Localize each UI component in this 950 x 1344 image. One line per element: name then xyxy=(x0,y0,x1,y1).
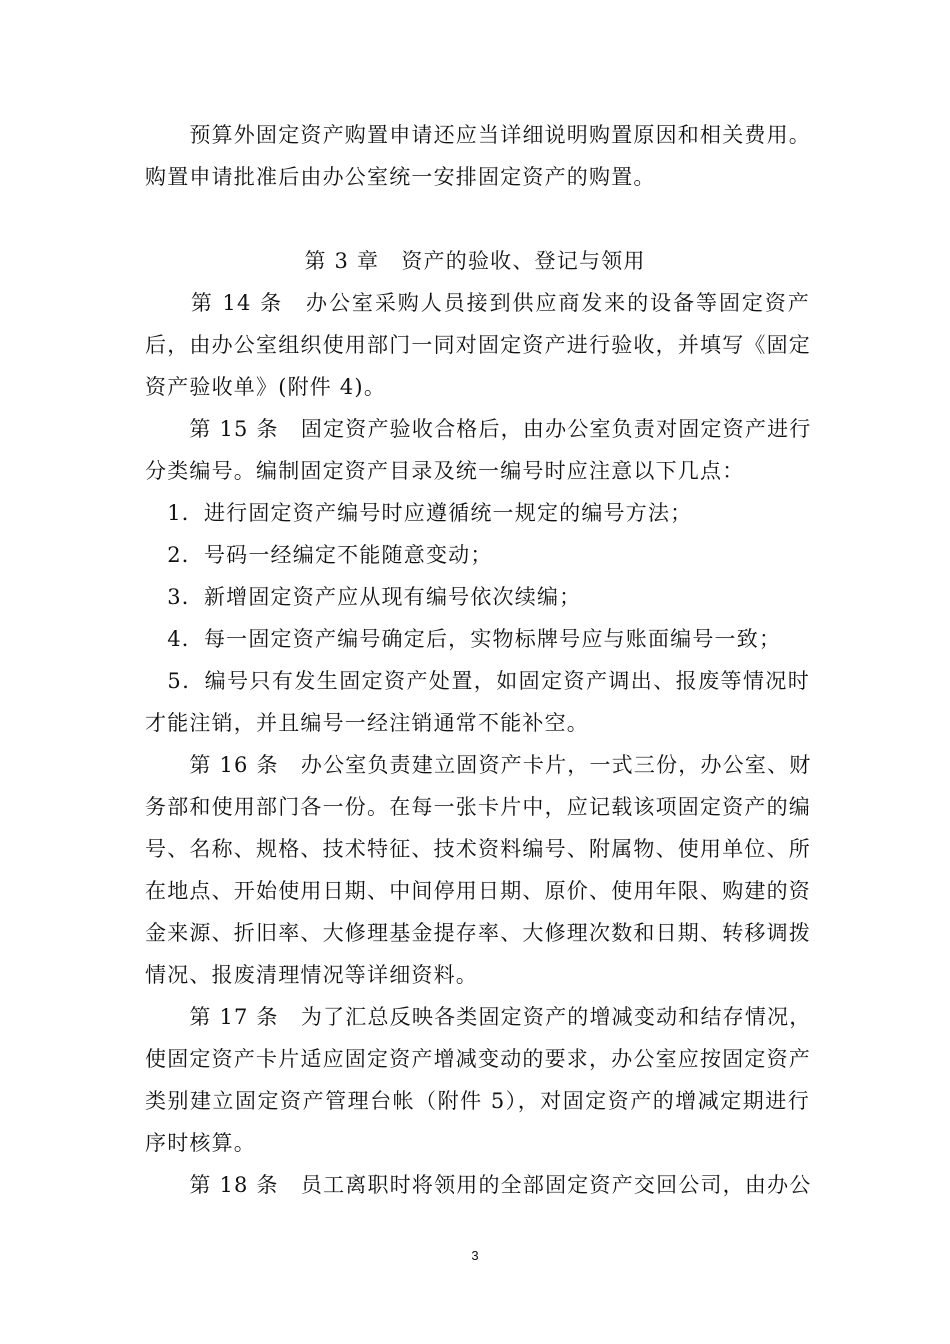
list-item: 1．进行固定资产编号时应遵循统一规定的编号方法； xyxy=(145,501,693,525)
paragraph-line: 金来源、折旧率、大修理基金提存率、大修理次数和日期、转移调拨 xyxy=(145,921,811,945)
list-item: 4．每一固定资产编号确定后，实物标牌号应与账面编号一致； xyxy=(145,627,782,651)
paragraph-line: 才能注销，并且编号一经注销通常不能补空。 xyxy=(145,711,589,735)
paragraph-line: 第 18 条 员工离职时将领用的全部固定资产交回公司，由办公 xyxy=(145,1173,812,1197)
paragraph-line: 后，由办公室组织使用部门一同对固定资产进行验收，并填写《固定 xyxy=(145,333,811,357)
paragraph-line: 购置申请批准后由办公室统一安排固定资产的购置。 xyxy=(145,165,656,189)
paragraph-line: 类别建立固定资产管理台帐（附件 5），对固定资产的增减定期进行 xyxy=(145,1089,810,1113)
paragraph-line: 在地点、开始使用日期、中间停用日期、原价、使用年限、购建的资 xyxy=(145,879,811,903)
paragraph-line: 序时核算。 xyxy=(145,1131,256,1155)
paragraph-line: 第 17 条 为了汇总反映各类固定资产的增减变动和结存情况， xyxy=(145,1005,812,1029)
list-item: 2．号码一经编定不能随意变动； xyxy=(145,543,493,567)
list-item: 3．新增固定资产应从现有编号依次续编； xyxy=(145,585,582,609)
paragraph-line: 第 14 条 办公室采购人员接到供应商发来的设备等固定资产 xyxy=(145,291,810,315)
paragraph-line: 资产验收单》(附件 4)。 xyxy=(145,375,387,399)
page-number: 3 xyxy=(471,1248,479,1263)
list-item: 5．编号只有发生固定资产处置，如固定资产调出、报废等情况时 xyxy=(145,669,810,693)
paragraph-line: 第 16 条 办公室负责建立固资产卡片，一式三份，办公室、财 xyxy=(145,753,812,777)
paragraph-line: 情况、报废清理情况等详细资料。 xyxy=(145,963,478,987)
paragraph-line: 预算外固定资产购置申请还应当详细说明购置原因和相关费用。 xyxy=(145,123,811,147)
paragraph-line: 号、名称、规格、技术特征、技术资料编号、附属物、使用单位、所 xyxy=(145,837,811,861)
paragraph-line: 使固定资产卡片适应固定资产增减变动的要求，办公室应按固定资产 xyxy=(145,1047,811,1071)
chapter-heading: 第 3 章 资产的验收、登记与领用 xyxy=(304,249,646,273)
paragraph-line: 分类编号。编制固定资产目录及统一编号时应注意以下几点： xyxy=(145,459,745,483)
paragraph-line: 第 15 条 固定资产验收合格后，由办公室负责对固定资产进行 xyxy=(145,417,812,441)
paragraph-line: 务部和使用部门各一份。在每一张卡片中，应记载该项固定资产的编 xyxy=(145,795,811,819)
